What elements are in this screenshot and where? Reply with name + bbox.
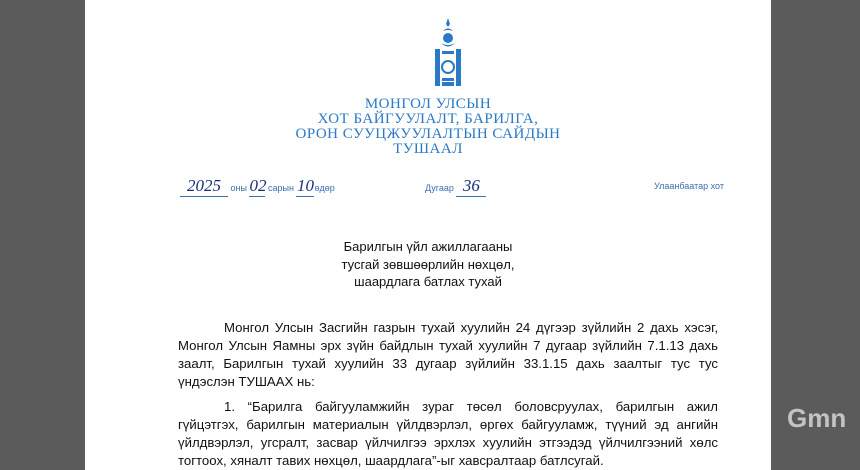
- number-label: Дугаар: [425, 183, 454, 193]
- city-label: Улаанбаатар хот: [654, 181, 724, 191]
- year-suffix: оны: [230, 183, 247, 193]
- month-suffix: сарын: [268, 183, 294, 193]
- watermark-logo: Gmn: [787, 403, 847, 433]
- body-paragraph-1: [178, 319, 718, 391]
- subject-line: Барилгын үйл ажиллагааны: [343, 239, 513, 254]
- header-line-1: МОНГОЛ УЛСЫН: [364, 96, 492, 112]
- subject-line: тусгай зөвшөөрлийн нөхцөл,: [341, 256, 515, 272]
- day-value: 10: [296, 176, 314, 195]
- header-line-4: ТУШААЛ: [393, 141, 463, 157]
- body-paragraph-2: [178, 398, 718, 470]
- header-line-3: ОРОН СУУЦЖУУЛАЛТЫН САЙДЫН: [295, 126, 561, 142]
- paragraph-text: 1. “Барилга байгууламжийн зураг төсөл боловсруулах, барилгын ажил гүйцэтгэх, барилгын материалын үйлдвэрлэл, өргөх байгууламж, түүний эд ангийн үйлдвэрлэл, угсралт, засвар үйлчилгээ эрхлэх хуулийн этгээдэд үйлчилгээний хөлс тогтоох, хяналт тавих нөхцөл, шаардлага”-ыг хавсралтаар батлсугай.: [178, 399, 718, 468]
- date-field: [180, 176, 335, 197]
- subject: [85, 238, 771, 291]
- day-suffix: өдөр: [314, 183, 335, 193]
- header-line-2: ХОТ БАЙГУУЛАЛТ, БАРИЛГА,: [317, 111, 539, 127]
- soyombo-emblem-icon: [435, 18, 461, 90]
- number-value: 36: [456, 176, 486, 197]
- month-value: 02: [249, 176, 267, 195]
- year-value: 2025: [180, 176, 228, 197]
- paragraph-text: Монгол Улсын Засгийн газрын тухай хуулийн 24 дүгээр зүйлийн 2 дахь хэсэг, Монгол Улсын Яамны эрх зүйн байдлын тухай хуулийн 7 дугаар зүйлийн 7.1.13 дахь заалт, Барилгын тухай хуулийн 33 дугаар зүйлийн 33.1.15 дахь заалтыг тус тус үндэслэн ТУШААХ нь:: [178, 320, 718, 389]
- document-page: [85, 0, 771, 470]
- subject-line: шаардлага батлах тухай: [354, 274, 502, 289]
- number-field: [425, 176, 486, 197]
